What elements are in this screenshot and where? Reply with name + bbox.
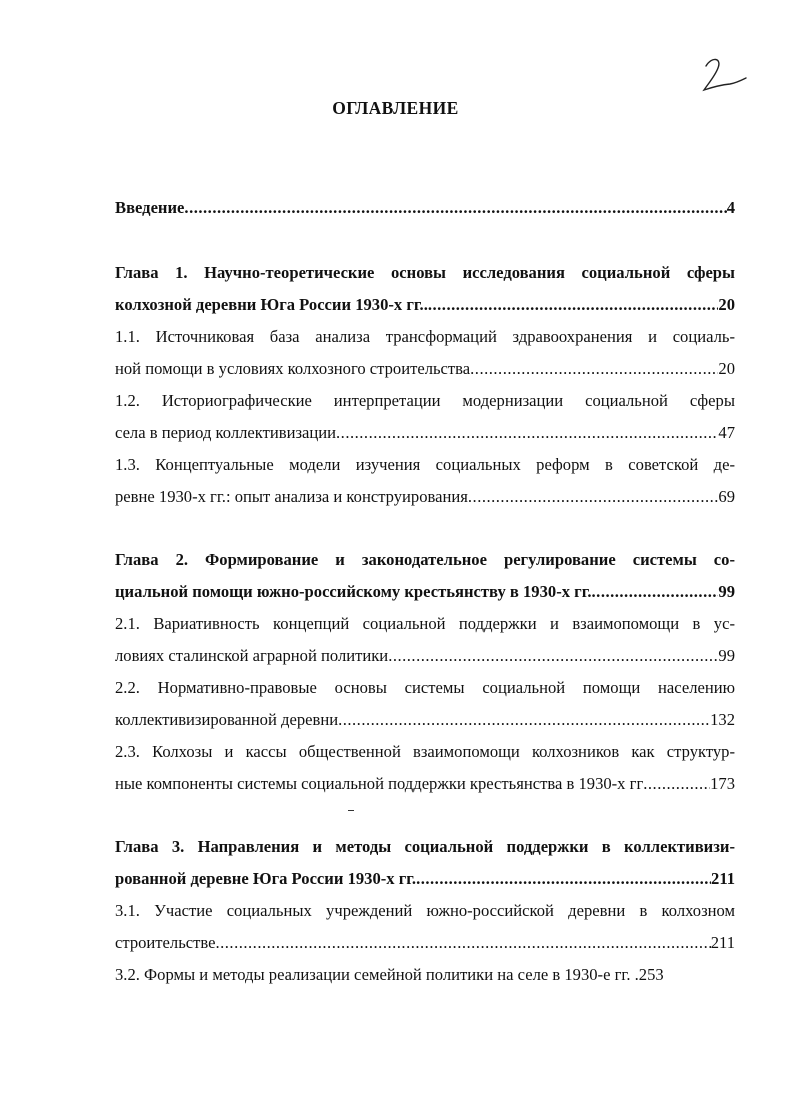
toc-section-1-1-line1[interactable]: 1.1. Источниковая база анализа трансформаций здравоохранения и социаль- <box>115 327 735 346</box>
leader-dots <box>643 774 710 794</box>
leader-dots <box>416 869 711 889</box>
toc-chapter-2-line1[interactable]: Глава 2. Формирование и законодательное регулирование системы со- <box>115 550 735 569</box>
entry-text: колхозной деревни Юга России 1930-х гг.. <box>115 295 428 314</box>
toc-chapter-1-line2[interactable] <box>115 295 735 315</box>
toc-section-1-2-line2[interactable] <box>115 423 735 443</box>
page-ref: 47 <box>718 423 735 442</box>
leader-dots <box>592 582 719 602</box>
entry-text: рованной деревне Юга России 1930-х гг. <box>115 869 417 888</box>
leader-dots <box>184 198 726 218</box>
toc-chapter-2-line2[interactable] <box>115 582 735 602</box>
leader-dots <box>388 646 718 666</box>
page-ref: 99 <box>718 646 735 665</box>
toc-section-1-1-line2[interactable] <box>115 359 735 379</box>
entry-text: Введение <box>115 198 185 217</box>
toc-section-1-3-line1[interactable]: 1.3. Концептуальные модели изучения социальных реформ в советской де- <box>115 455 735 474</box>
entry-text: циальной помощи южно-российскому крестьянству в 1930-х гг. <box>115 582 592 601</box>
toc-section-2-3-line2[interactable] <box>115 774 735 794</box>
entry-text: коллективизированной деревни <box>115 710 339 729</box>
entry-text: ловиях сталинской аграрной политики <box>115 646 389 665</box>
entry-text: строительстве <box>115 933 216 952</box>
page-title: ОГЛАВЛЕНИЕ <box>332 98 459 118</box>
page-ref: 69 <box>718 487 735 506</box>
toc-section-2-2-line1[interactable]: 2.2. Нормативно-правовые основы системы социальной помощи населению <box>115 678 735 697</box>
entry-text: ные компоненты системы социальной поддержки крестьянства в 1930-х гг <box>115 774 644 793</box>
entry-text: ной помощи в условиях колхозного строительства <box>115 359 471 378</box>
handwritten-page-number <box>696 52 748 98</box>
page-ref: 173 <box>710 774 735 793</box>
entry-text: села в период коллективизации <box>115 423 337 442</box>
entry-text: 3.2. Формы и методы реализации семейной политики на селе в 1930-е гг. . <box>115 965 639 984</box>
page-ref: 211 <box>710 933 735 952</box>
page-ref: 132 <box>710 710 735 729</box>
toc-section-2-2-line2[interactable] <box>115 710 735 730</box>
page-ref: 211 <box>711 869 735 888</box>
entry-text: ревне 1930-х гг.: опыт анализа и конструирования <box>115 487 468 506</box>
leader-dots <box>336 423 718 443</box>
toc-chapter-1-line1[interactable]: Глава 1. Научно-теоретические основы исследования социальной сферы <box>115 263 735 282</box>
scan-artifact-mark <box>348 810 354 811</box>
toc-section-2-1-line2[interactable] <box>115 646 735 666</box>
toc-section-3-1-line1[interactable]: 3.1. Участие социальных учреждений южно-российской деревни в колхозном <box>115 901 735 920</box>
toc-section-2-3-line1[interactable]: 2.3. Колхозы и кассы общественной взаимопомощи колхозников как структур- <box>115 742 735 761</box>
page-ref: 4 <box>726 198 735 217</box>
toc-chapter-3-line2[interactable] <box>115 869 735 889</box>
leader-dots <box>215 933 710 953</box>
page-ref: 99 <box>718 582 735 601</box>
toc-section-1-3-line2[interactable] <box>115 487 735 507</box>
leader-dots <box>428 295 719 315</box>
leader-dots <box>470 359 718 379</box>
leader-dots <box>468 487 719 507</box>
page-ref: 253 <box>638 965 664 984</box>
toc-entry-introduction[interactable] <box>115 198 735 218</box>
page-ref: 20 <box>718 359 735 378</box>
toc-section-2-1-line1[interactable]: 2.1. Вариативность концепций социальной поддержки и взаимопомощи в ус- <box>115 614 735 633</box>
page-ref: 20 <box>718 295 735 314</box>
toc-section-3-1-line2[interactable] <box>115 933 735 953</box>
toc-section-1-2-line1[interactable]: 1.2. Историографические интерпретации модернизации социальной сферы <box>115 391 735 410</box>
toc-chapter-3-line1[interactable]: Глава 3. Направления и методы социальной поддержки в коллективизи- <box>115 837 735 856</box>
leader-dots <box>338 710 710 730</box>
toc-section-3-2[interactable] <box>115 965 735 985</box>
